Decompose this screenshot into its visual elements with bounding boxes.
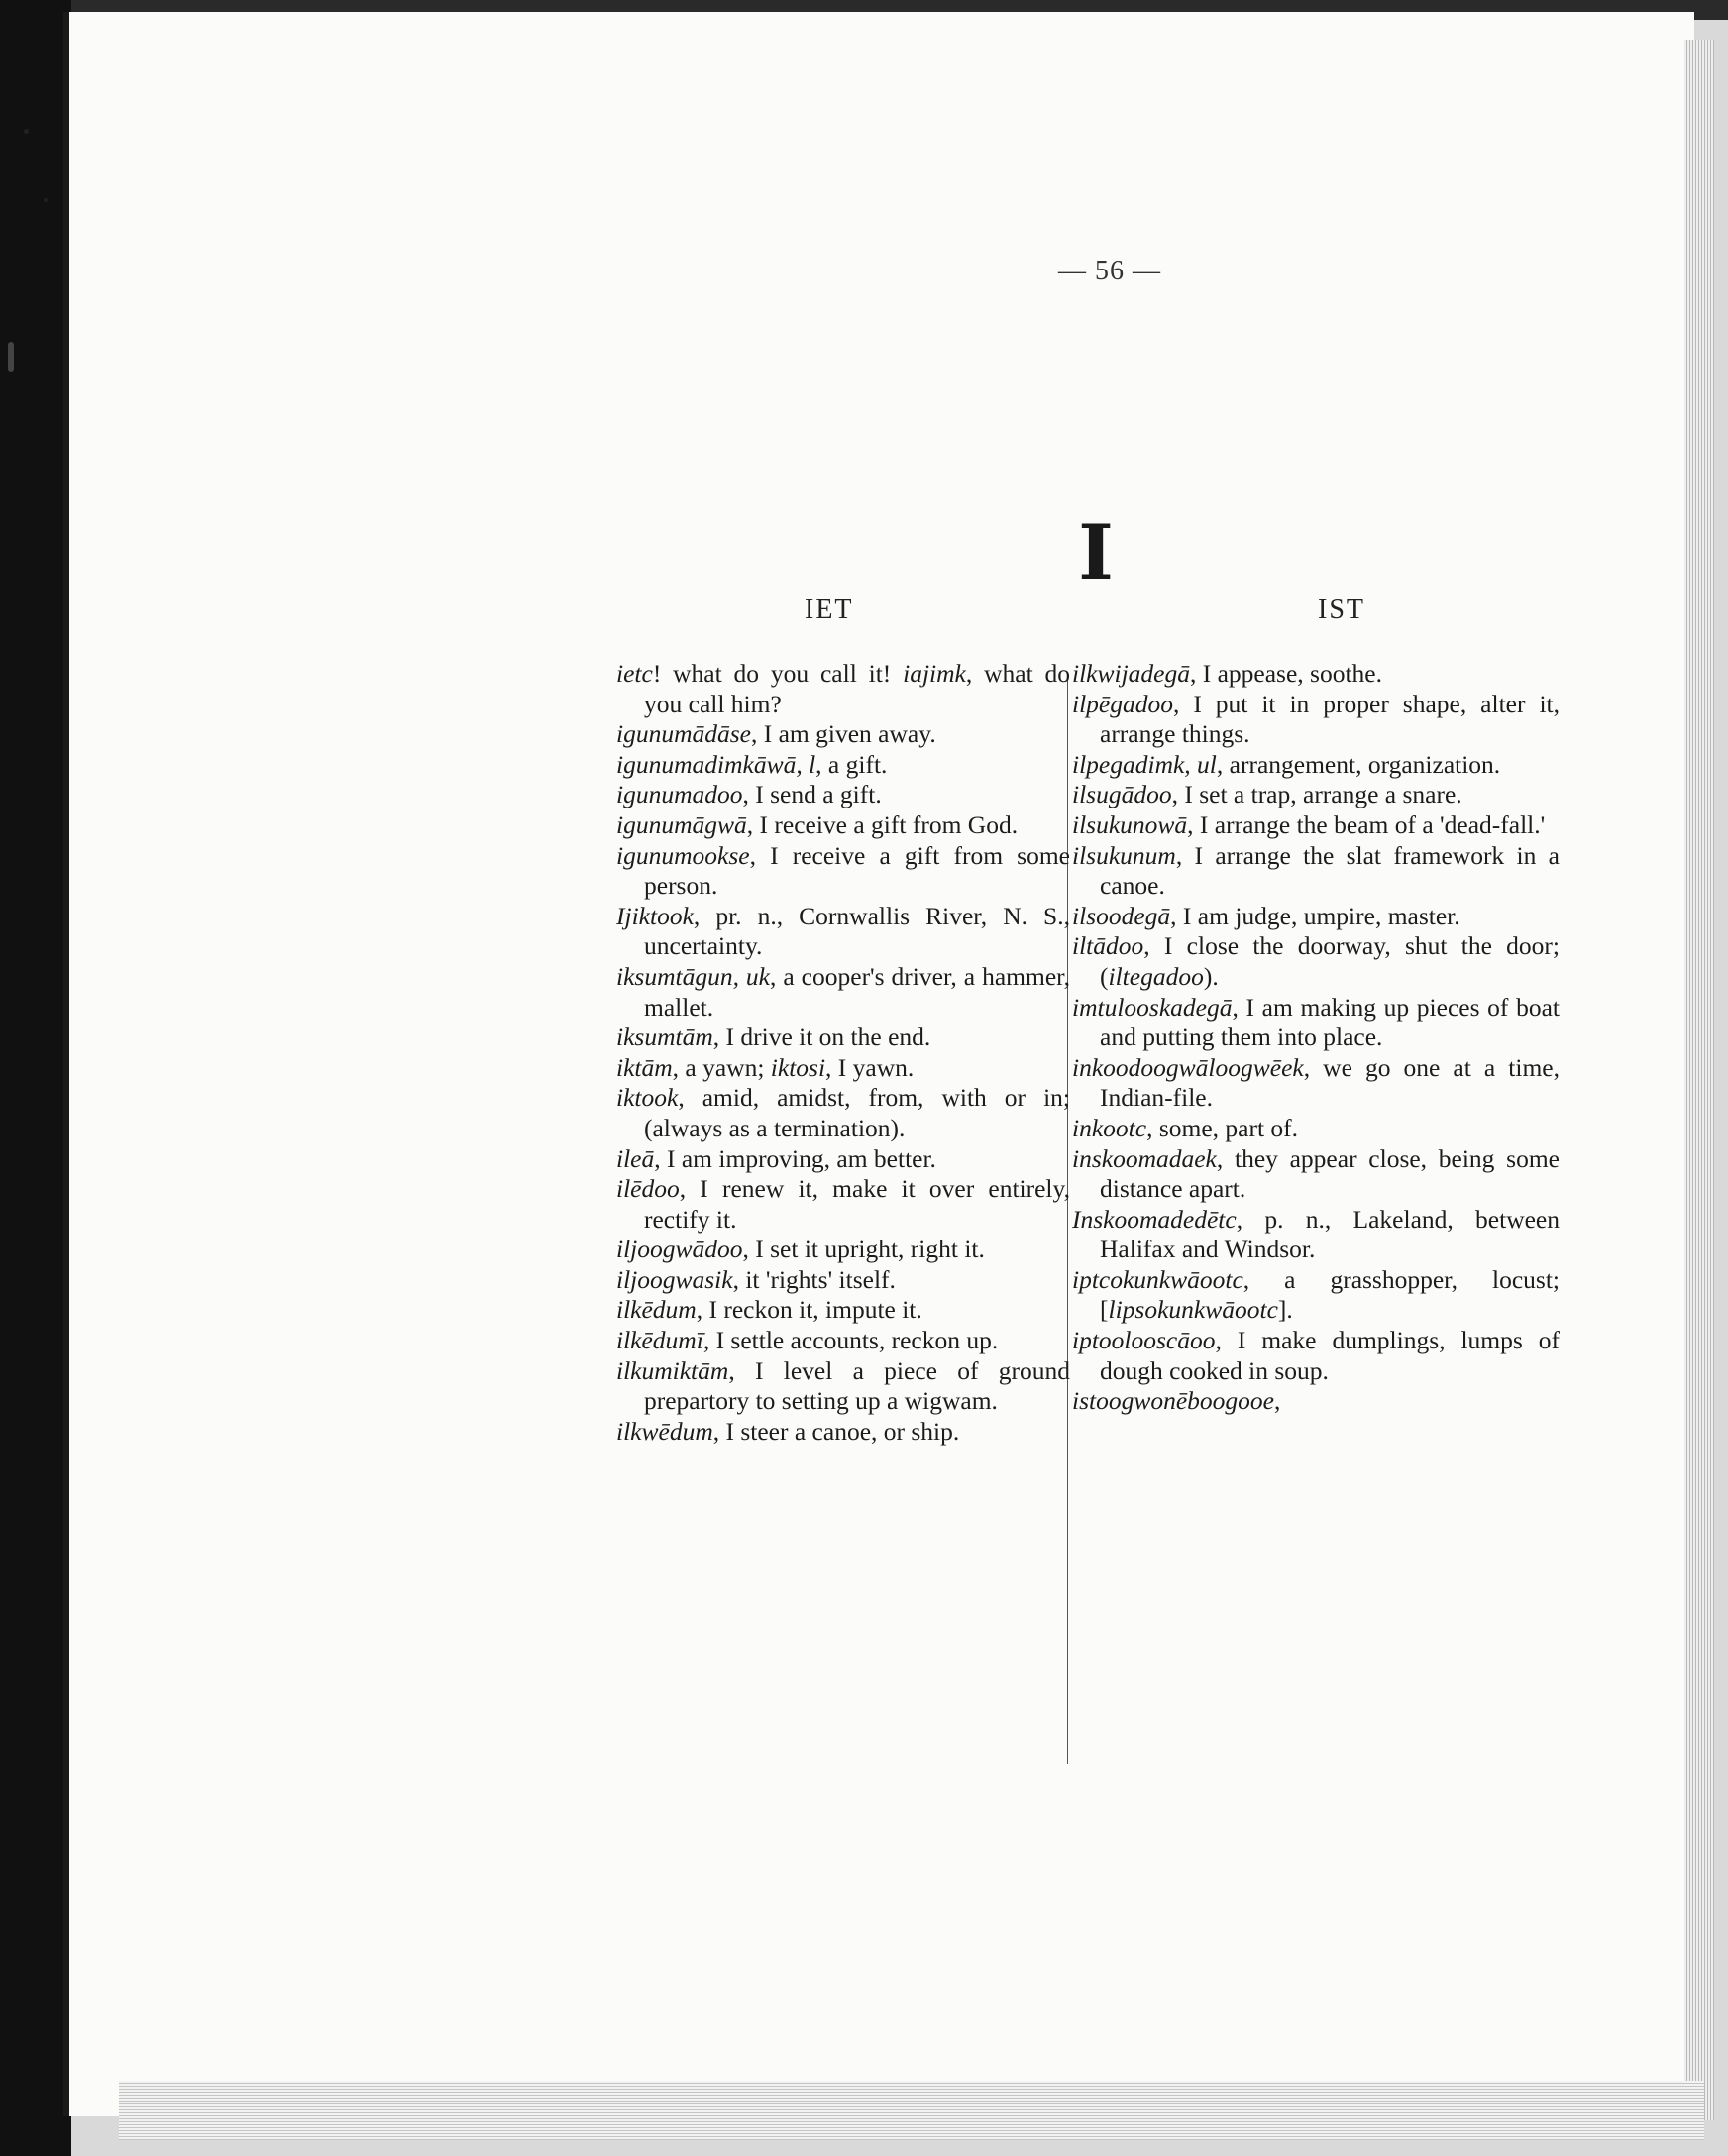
dictionary-entry (616, 1295, 1070, 1326)
scan-speck (24, 129, 29, 134)
entry-definition: , I set a trap, arrange a snare. (1171, 780, 1462, 809)
entry-definition-continued: ). (1203, 961, 1219, 991)
scan-speck (44, 198, 48, 202)
entry-definition: , p. n., Lakeland, between Halifax and Windsor. (1100, 1204, 1560, 1264)
dictionary-entry (1072, 902, 1560, 932)
entry-definition: , they appear close, being some distance apart. (1100, 1143, 1560, 1204)
dictionary-entry (1072, 993, 1560, 1053)
entry-definition: , I level a piece of ground prepartory to setting up a wigwam. (644, 1355, 1070, 1416)
entry-headword: ilsugādoo (1072, 780, 1172, 809)
entry-definition: , I receive a gift from God. (746, 809, 1019, 839)
entry-headword: istoogwonēboogooe (1072, 1386, 1274, 1416)
dictionary-entry (1072, 750, 1560, 781)
entry-definition: , I renew it, make it over entirely, rectify it. (644, 1174, 1070, 1234)
dictionary-entry (1072, 1144, 1560, 1205)
dictionary-entry (616, 659, 1070, 719)
left-column-guide-word: IET (805, 594, 854, 625)
dictionary-entry (616, 1326, 1070, 1356)
entry-headword: ilpegadimk, ul (1072, 749, 1217, 779)
entry-definition: , (1274, 1386, 1281, 1416)
entry-definition: , I am judge, umpire, master. (1170, 901, 1460, 930)
entry-definition: , I appease, soothe. (1189, 659, 1382, 688)
dictionary-entry (616, 719, 1070, 750)
entry-headword: iltādoo (1072, 931, 1144, 961)
scan-speck (8, 342, 14, 372)
entry-definition: , I reckon it, impute it. (696, 1295, 922, 1325)
entry-definition: , I send a gift. (742, 780, 882, 809)
entry-headword-variant: iltegadoo (1108, 961, 1204, 991)
dictionary-entry (1072, 690, 1560, 750)
dictionary-entry (616, 1356, 1070, 1417)
entry-definition-continued: , what do you call him? (644, 659, 1070, 718)
entry-headword: ilkēdumī (616, 1326, 703, 1355)
dictionary-entry (616, 750, 1070, 781)
dictionary-entry (616, 1144, 1070, 1175)
entry-definition: , I arrange the beam of a 'dead-fall.' (1187, 809, 1546, 839)
entry-headword: iptcokunkwāootc (1072, 1264, 1243, 1294)
dictionary-entry (616, 841, 1070, 902)
dictionary-entry (616, 1083, 1070, 1143)
dictionary-entry (616, 1053, 1070, 1084)
entry-definition: , a gift. (815, 749, 888, 779)
entry-headword: igunumadimkāwā, l (616, 749, 816, 779)
dictionary-entry (616, 962, 1070, 1023)
dictionary-entry (1072, 810, 1560, 841)
entry-definition: , some, part of. (1146, 1113, 1299, 1142)
entry-definition: , I arrange the slat framework in a canoe. (1100, 840, 1560, 901)
entry-headword-variant: iktosi (770, 1052, 826, 1082)
entry-definition: , I make dumplings, lumps of dough cooked in soup. (1100, 1326, 1560, 1385)
entry-definition: , pr. n., Cornwallis River, N. S., uncertainty. (644, 901, 1070, 961)
dictionary-entry (1072, 1386, 1560, 1417)
dictionary-entry (616, 780, 1070, 810)
dictionary-entry (616, 1235, 1070, 1265)
entry-headword: ilēdoo (616, 1174, 680, 1204)
entry-definition-continued: , I yawn. (825, 1052, 915, 1082)
right-column-guide-word: IST (1318, 594, 1365, 625)
dictionary-entry (1072, 1265, 1560, 1326)
dictionary-entry (616, 810, 1070, 841)
entry-headword: iktook (616, 1083, 679, 1113)
entry-definition: , a yawn; (672, 1052, 771, 1082)
dictionary-entry (1072, 659, 1560, 690)
entry-headword: iksumtāgun, uk (616, 961, 771, 991)
entry-headword: igunumookse (616, 840, 750, 870)
page-edges-bottom (119, 2081, 1704, 2140)
entry-headword: Inskoomadedētc (1072, 1204, 1237, 1234)
dictionary-entry (616, 1417, 1070, 1448)
dictionary-entry (1072, 1114, 1560, 1144)
entry-definition: , I am improving, am better. (654, 1143, 936, 1173)
entry-definition: ! what do you call it! (652, 659, 904, 688)
entry-headword: igunumadoo (616, 780, 743, 809)
entry-definition: , we go one at a time, Indian-file. (1100, 1052, 1560, 1113)
entry-headword: ilsoodegā (1072, 901, 1171, 930)
entry-headword: ietc (616, 659, 653, 688)
entry-headword: ilkwēdum (616, 1416, 713, 1446)
entry-definition: , a cooper's driver, a hammer, mallet. (644, 961, 1070, 1022)
entry-definition: , I close the doorway, shut the door; ( (1100, 931, 1560, 991)
entry-headword: Ijiktook (616, 901, 694, 930)
entry-headword: iptoolooscāoo (1072, 1326, 1216, 1355)
dictionary-entry (616, 902, 1070, 962)
entry-headword-variant: iajimk (903, 659, 966, 688)
dictionary-entry (1072, 1326, 1560, 1386)
dictionary-entry (1072, 841, 1560, 902)
entry-definition: , I put it in proper shape, alter it, arrange things. (1100, 689, 1560, 749)
entry-definition: , I receive a gift from some person. (644, 840, 1070, 901)
entry-headword: ilkumiktām (616, 1355, 729, 1385)
dictionary-entry (1072, 780, 1560, 810)
entry-headword: ilsukunum (1072, 840, 1176, 870)
entry-definition: , I set it upright, right it. (742, 1235, 985, 1264)
entry-definition: , arrangement, organization. (1216, 749, 1501, 779)
entry-headword: ileā (616, 1143, 655, 1173)
entry-headword-variant: lipsokunkwāootc (1108, 1295, 1278, 1325)
entry-headword: igunumādāse (616, 719, 751, 749)
entry-headword: inkoodoogwāloogwēek (1072, 1052, 1304, 1082)
dictionary-entry (1072, 931, 1560, 992)
entry-headword: iljoogwasik (616, 1264, 733, 1294)
entry-headword: inkootc (1072, 1113, 1147, 1142)
dictionary-entry (616, 1174, 1070, 1235)
entry-headword: imtulooskadegā (1072, 992, 1233, 1022)
right-column (1072, 659, 1560, 1417)
entry-definition: , amid, amidst, from, with or in; (always as a termination). (644, 1083, 1070, 1142)
entry-headword: igunumāgwā (616, 809, 747, 839)
scan-border-left (0, 0, 71, 2156)
entry-headword: iksumtām (616, 1023, 713, 1052)
dictionary-entry (1072, 1205, 1560, 1265)
entry-headword: iljoogwādoo (616, 1235, 743, 1264)
entry-headword: ilkwijadegā (1072, 659, 1190, 688)
dictionary-entry (1072, 1053, 1560, 1114)
entry-headword: ilpēgadoo (1072, 689, 1173, 718)
section-letter: I (1078, 508, 1114, 596)
left-column (616, 659, 1070, 1447)
dictionary-entry (616, 1265, 1070, 1296)
entry-definition: , I drive it on the end. (712, 1023, 931, 1052)
dictionary-entry (616, 1023, 1070, 1053)
entry-definition: , I am given away. (751, 719, 936, 749)
entry-definition: , I am making up pieces of boat and putting them into place. (1100, 992, 1560, 1052)
entry-definition: , I steer a canoe, or ship. (712, 1416, 960, 1446)
entry-headword: inskoomadaek (1072, 1143, 1217, 1173)
page-number: — 56 — (1058, 256, 1161, 286)
entry-headword: ilsukunowā (1072, 809, 1188, 839)
entry-definition-continued: ]. (1277, 1295, 1293, 1325)
page-edges-right (1684, 40, 1714, 2120)
entry-definition: , it 'rights' itself. (732, 1264, 896, 1294)
entry-headword: ilkēdum (616, 1295, 697, 1325)
entry-headword: iktām (616, 1052, 673, 1082)
entry-definition: , a grasshopper, locust; [ (1100, 1264, 1560, 1325)
entry-definition: , I settle accounts, reckon up. (702, 1326, 999, 1355)
